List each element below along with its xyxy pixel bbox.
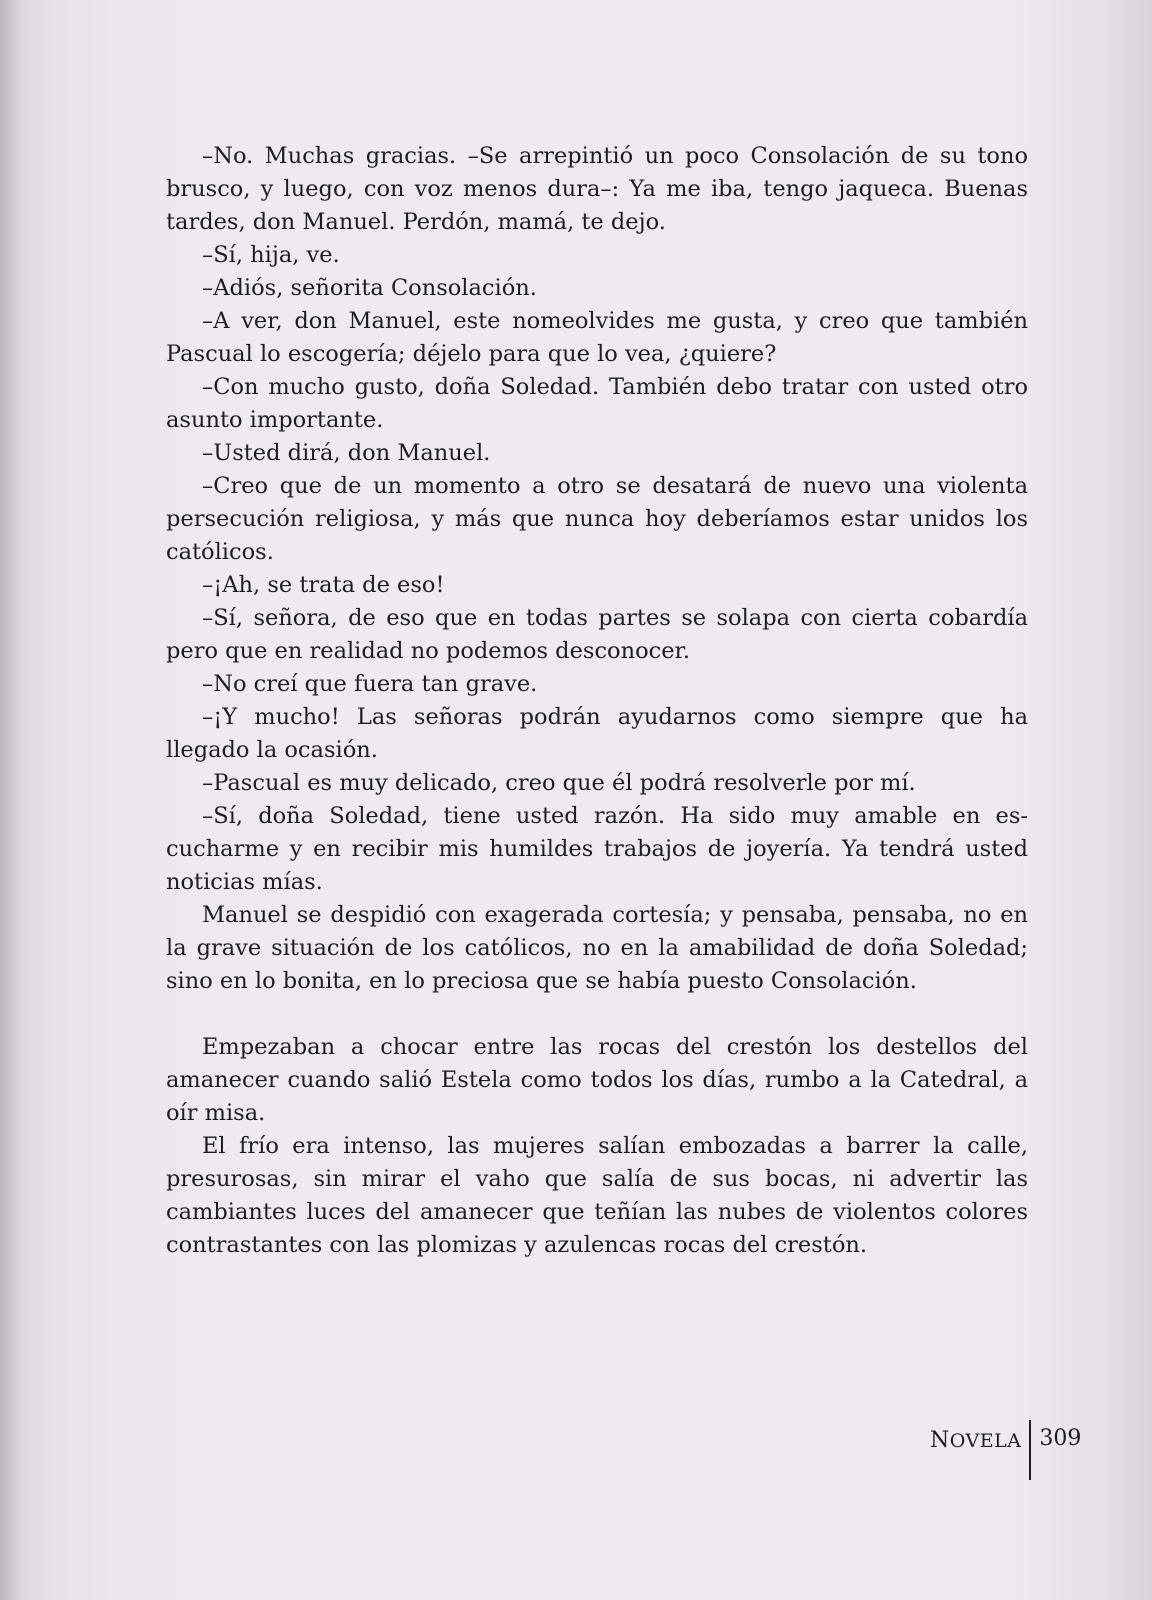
footer-divider	[1029, 1420, 1031, 1480]
paragraph: Empezaban a chocar entre las rocas del crestón los destellos del amanecer cuando salió Estela como todos los días, rumbo a la Catedral, a oír misa.	[166, 1034, 1028, 1126]
page-number: 309	[1039, 1426, 1082, 1451]
paragraph: –Sí, señora, de eso que en todas partes se solapa con cierta cobardía pero que en realidad no podemos desconocer.	[166, 605, 1028, 664]
paragraph: –¡Y mucho! Las señoras podrán ayudarnos como siempre que ha llegado la ocasión.	[166, 704, 1028, 763]
paragraph: –No. Muchas gracias. –Se arrepintió un poco Consolación de su tono brusco, y luego, con voz menos dura–: Ya me iba, tengo jaqueca. Buenas tardes, don Manuel. Perdón, mamá, te dejo.	[166, 143, 1028, 235]
section-label-initial: N	[930, 1428, 950, 1453]
paragraph: –No creí que fuera tan grave.	[202, 671, 538, 697]
paragraph: Manuel se despidió con exagerada cortesía; y pensaba, pensaba, no en la grave situación de los católicos, no en la amabilidad de doña Soledad; sino en lo bonita, en lo preciosa que se había puesto Consolación.	[166, 902, 1028, 994]
paragraph: –Sí, doña Soledad, tiene usted razón. Ha sido muy amable en escucharme y en recibir mis humildes trabajos de joyería. Ya tendrá usted noticias mías.	[166, 803, 1028, 895]
spine-shadow	[0, 0, 22, 1600]
section-label-rest: OVELA	[949, 1430, 1022, 1452]
paragraph: –Pascual es muy delicado, creo que él podrá resolverle por mí.	[202, 770, 916, 796]
paragraph: –Usted dirá, don Manuel.	[202, 440, 491, 466]
paragraph: –Con mucho gusto, doña Soledad. También debo tratar con usted otro asunto importante.	[166, 374, 1028, 433]
body-text	[166, 140, 1028, 1262]
paragraph: El frío era intenso, las mujeres salían embozadas a barrer la calle, presurosas, sin mirar el vaho que salía de sus bocas, ni advertir las cambiantes luces del amanecer que teñían las nubes de violentos colores contrastantes con las plomizas y azulencas rocas del crestón.	[166, 1133, 1028, 1258]
paragraph: –Adiós, señorita Consolación.	[202, 275, 537, 301]
paragraph: –¡Ah, se trata de eso!	[202, 572, 445, 598]
paragraph: –A ver, don Manuel, este nomeolvides me gusta, y creo que también Pascual lo escogería; déjelo para que lo vea, ¿quiere?	[166, 308, 1028, 367]
paragraph: –Creo que de un momento a otro se desatará de nuevo una violenta persecución religiosa, y más que nunca hoy deberíamos estar unidos los católicos.	[166, 473, 1028, 565]
paragraph: –Sí, hija, ve.	[202, 242, 340, 268]
section-label	[930, 1420, 1021, 1456]
page-footer	[930, 1420, 1081, 1480]
